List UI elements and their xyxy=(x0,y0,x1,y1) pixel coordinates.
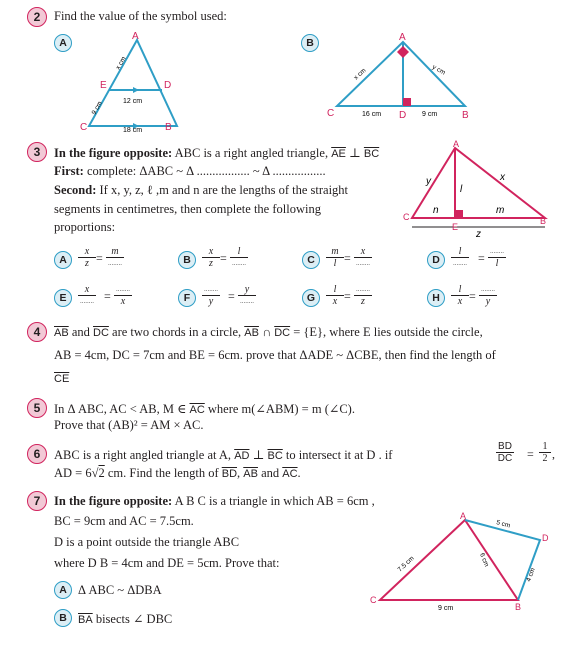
q6-perp: ⊥ xyxy=(252,448,265,462)
q5-line2: Prove that (AB)² = AM × AC. xyxy=(54,418,204,432)
q2a-side-ec: 9 cm xyxy=(90,100,104,116)
q6-comma: , xyxy=(552,447,555,461)
q6-l2b: cm. Find the length of xyxy=(104,466,222,480)
q2b-label-A: A xyxy=(399,32,406,43)
q3-option-g-frac1: $\frac{l}{x}$ xyxy=(326,284,344,307)
q2b-label-D: D xyxy=(399,110,407,120)
q2-text: Find the value of the symbol used: xyxy=(54,9,227,23)
q6-comma-2: , xyxy=(237,466,244,480)
q4-line3 xyxy=(54,371,69,386)
q6-segment-ac: $\overline{AC}$ xyxy=(282,468,298,480)
q4-cap: ∩ xyxy=(258,325,275,339)
q2b-side-ac: x cm xyxy=(352,67,368,82)
q7fig-label-B: B xyxy=(515,602,522,612)
q3-option-a-frac1: $\frac{x}{z}$ xyxy=(78,246,96,269)
q3-second-line2: segments in centimetres, then complete the following xyxy=(54,202,321,216)
q3-line1 xyxy=(54,145,379,161)
q6-and: and xyxy=(257,466,283,480)
q3-option-d-frac1: l ........ xyxy=(453,246,467,267)
q4-segment-ce: $\overline{CE}$ xyxy=(54,373,70,385)
question-number-2: 2 xyxy=(27,7,47,27)
q2a-side-ae: x cm xyxy=(114,55,128,71)
q3-second-text: If x, y, z, ℓ ,m and n are the lengths of the straight xyxy=(96,183,349,197)
q3fig-y: y xyxy=(426,176,431,187)
q3fig-label-E: E xyxy=(452,222,459,232)
q3-option-f-frac2: y ........ xyxy=(240,284,254,305)
q3fig-x: x xyxy=(500,172,505,183)
q6-half-fraction: $\frac{1}{2}$ xyxy=(539,441,551,464)
q5-line1 xyxy=(54,401,355,417)
q3-first-bold: First: xyxy=(54,164,84,178)
q2a-side-cb: 18 cm xyxy=(123,127,143,134)
q2b-side-db: 9 cm xyxy=(422,111,438,118)
q3-segment-bc: $\overline{BC}$ xyxy=(363,148,380,160)
q6-period: . xyxy=(297,466,301,480)
q3-option-c-frac2: x ........ xyxy=(356,246,370,267)
q2b-side-cd: 16 cm xyxy=(362,111,382,118)
q3-intro: ABC is a right angled triangle, xyxy=(172,146,329,160)
q7-option-a-text: Δ ABC ~ ΔDBA xyxy=(78,583,162,597)
q3-option-h-equals: = xyxy=(469,289,476,303)
q7-option-a-badge: A xyxy=(54,581,72,599)
q5-t2: where m(∠ABM) = m (∠C). xyxy=(204,402,355,416)
q4-line2: AB = 4cm, DC = 7cm and BE = 6cm. prove that ΔADE ~ ΔCBE, then find the length of xyxy=(54,348,496,362)
q3-option-g-equals: = xyxy=(344,289,351,303)
q3-first-text: complete: ΔABC ~ Δ ................. ~ Δ ................. xyxy=(83,164,326,178)
q2a-label-E: E xyxy=(100,80,107,91)
q6-ratio-fraction: $\frac{BD}{DC}$ xyxy=(497,441,513,464)
q7fig-side-cb: 9 cm xyxy=(438,605,454,612)
q2a-label-D: D xyxy=(164,80,172,91)
q2-option-a-badge: A xyxy=(54,34,72,52)
q3-option-e-frac1: x ........ xyxy=(80,284,94,305)
q4-chord-ab: $\overline{AB}$ xyxy=(54,327,69,339)
q7-line3: D is a point outside the triangle ABC xyxy=(54,535,240,549)
q6-line1 xyxy=(54,447,392,463)
q2a-side-ed: 12 cm xyxy=(123,98,143,105)
q2-option-b-badge: B xyxy=(301,34,319,52)
q3-first xyxy=(54,164,326,179)
q3-option-c-equals: = xyxy=(344,251,351,265)
q3fig-l: l xyxy=(460,184,463,195)
q7-option-b-rest: bisects ∠ DBC xyxy=(92,612,173,626)
q4-ray-ab: $\overline{AB}$ xyxy=(244,327,259,339)
q2a-label-B: B xyxy=(165,122,172,133)
q7fig-label-D: D xyxy=(542,533,549,543)
q3-option-f-frac1: ........ y xyxy=(204,285,218,307)
q2-figure-b xyxy=(322,30,482,120)
q6-sqrt-symbol: √ xyxy=(91,466,99,480)
q3-option-b-equals: = xyxy=(220,251,227,265)
q3-option-d-equals: = xyxy=(478,251,485,265)
q3-option-a-badge: A xyxy=(54,251,72,269)
q3-option-h-badge: H xyxy=(427,289,445,307)
q7-line2: BC = 9cm and AC = 7.5cm. xyxy=(54,514,194,528)
q3-second xyxy=(54,183,348,198)
q3-option-a-equals: = xyxy=(96,251,103,265)
q4-t3: = {E}, where E lies outside the circle, xyxy=(290,325,483,339)
q4-t1: and xyxy=(68,325,93,339)
q2a-label-A: A xyxy=(132,31,139,42)
q3-option-d-badge: D xyxy=(427,251,445,269)
q6-t1: ABC is a right angled triangle at A, xyxy=(54,448,235,462)
q3-segment-ae: $\overline{AE}$ xyxy=(331,148,346,160)
q3-figure xyxy=(400,140,560,240)
q2b-label-B: B xyxy=(462,110,469,120)
q3fig-z: z xyxy=(476,229,481,240)
q6-t2: to intersect it at D . if xyxy=(282,448,393,462)
q7fig-label-A: A xyxy=(460,511,467,521)
q3-option-d-frac2: ........ l xyxy=(490,247,504,269)
question-number-3: 3 xyxy=(27,142,47,162)
q2-figure-a xyxy=(75,30,195,135)
q7-line4: where D B = 4cm and DE = 5cm. Prove that: xyxy=(54,556,280,570)
q3-option-f-badge: F xyxy=(178,289,196,307)
q6-ray-ad: $\overline{AD}$ xyxy=(234,450,250,462)
question-number-7: 7 xyxy=(27,491,47,511)
q7-intro: A B C is a triangle in which AB = 6cm , xyxy=(172,494,375,508)
q3-option-a-frac2: m ........ xyxy=(108,246,122,267)
q5-t1: In Δ ABC, AC < AB, M ∈ xyxy=(54,402,190,416)
q3-second-bold: Second: xyxy=(54,183,97,197)
q3fig-label-B: B xyxy=(540,216,547,226)
q3fig-label-C: C xyxy=(403,212,410,222)
q7fig-side-bd: 4 cm xyxy=(525,567,537,583)
q3fig-label-A: A xyxy=(453,140,460,149)
q4-line1 xyxy=(54,325,483,340)
q3-option-b-frac2: l ........ xyxy=(232,246,246,267)
q7-figure xyxy=(370,510,560,615)
q7-ray-ba: $\overline{BA}$ xyxy=(78,614,93,626)
question-number-6: 6 xyxy=(27,444,47,464)
q3-option-f-equals: = xyxy=(228,289,235,303)
q7-intro-bold: In the figure opposite: xyxy=(54,494,173,508)
q3-option-e-equals: = xyxy=(104,289,111,303)
question-number-5: 5 xyxy=(27,398,47,418)
q6-segment-bd: $\overline{BD}$ xyxy=(221,468,238,480)
q3-option-b-badge: B xyxy=(178,251,196,269)
q3-option-e-badge: E xyxy=(54,289,72,307)
q3-option-e-frac2: ........ x xyxy=(116,285,130,307)
q2a-label-C: C xyxy=(80,122,88,133)
q6-line2 xyxy=(54,466,301,481)
q3-option-c-frac1: $\frac{m}{l}$ xyxy=(326,246,344,269)
q3fig-n: n xyxy=(433,205,439,216)
q2b-side-ab: y cm xyxy=(431,63,447,77)
q7-option-b-badge: B xyxy=(54,609,72,627)
q6-segment-bc: $\overline{BC}$ xyxy=(267,450,283,462)
q7fig-side-ab: 6 cm xyxy=(478,552,490,568)
q7fig-label-C: C xyxy=(370,595,377,605)
q3-option-c-badge: C xyxy=(302,251,320,269)
q5-segment-ac: $\overline{AC}$ xyxy=(189,404,205,416)
question-number-4: 4 xyxy=(27,322,47,342)
q3-option-g-badge: G xyxy=(302,289,320,307)
q4-ray-dc: $\overline{DC}$ xyxy=(274,327,291,339)
q7fig-side-ad: 5 cm xyxy=(495,519,511,530)
q3-option-h-frac2: ........ y xyxy=(481,285,495,307)
q6-ad-value: AD = 6 xyxy=(54,466,92,480)
q4-chord-dc: $\overline{DC}$ xyxy=(93,327,109,339)
q3-option-g-frac2: ........ z xyxy=(356,285,370,307)
q3fig-m: m xyxy=(496,205,505,216)
q3-second-line3: proportions: xyxy=(54,220,116,234)
q4-t2: are two chords in a circle, xyxy=(108,325,245,339)
q6-root-value: 2 xyxy=(98,466,105,480)
q3-intro-bold: In the figure opposite: xyxy=(54,146,173,160)
q3-perp: ⊥ xyxy=(349,146,361,160)
q7-option-b-text xyxy=(78,611,172,627)
q3-option-h-frac1: $\frac{l}{x}$ xyxy=(451,284,469,307)
q6-equals: = xyxy=(527,447,534,461)
q7-line1 xyxy=(54,494,375,509)
q3-option-b-frac1: $\frac{x}{z}$ xyxy=(202,246,220,269)
q7fig-side-ac: 7.5 cm xyxy=(396,555,416,574)
q6-segment-ab: $\overline{AB}$ xyxy=(243,468,258,480)
q2b-label-C: C xyxy=(327,108,335,119)
